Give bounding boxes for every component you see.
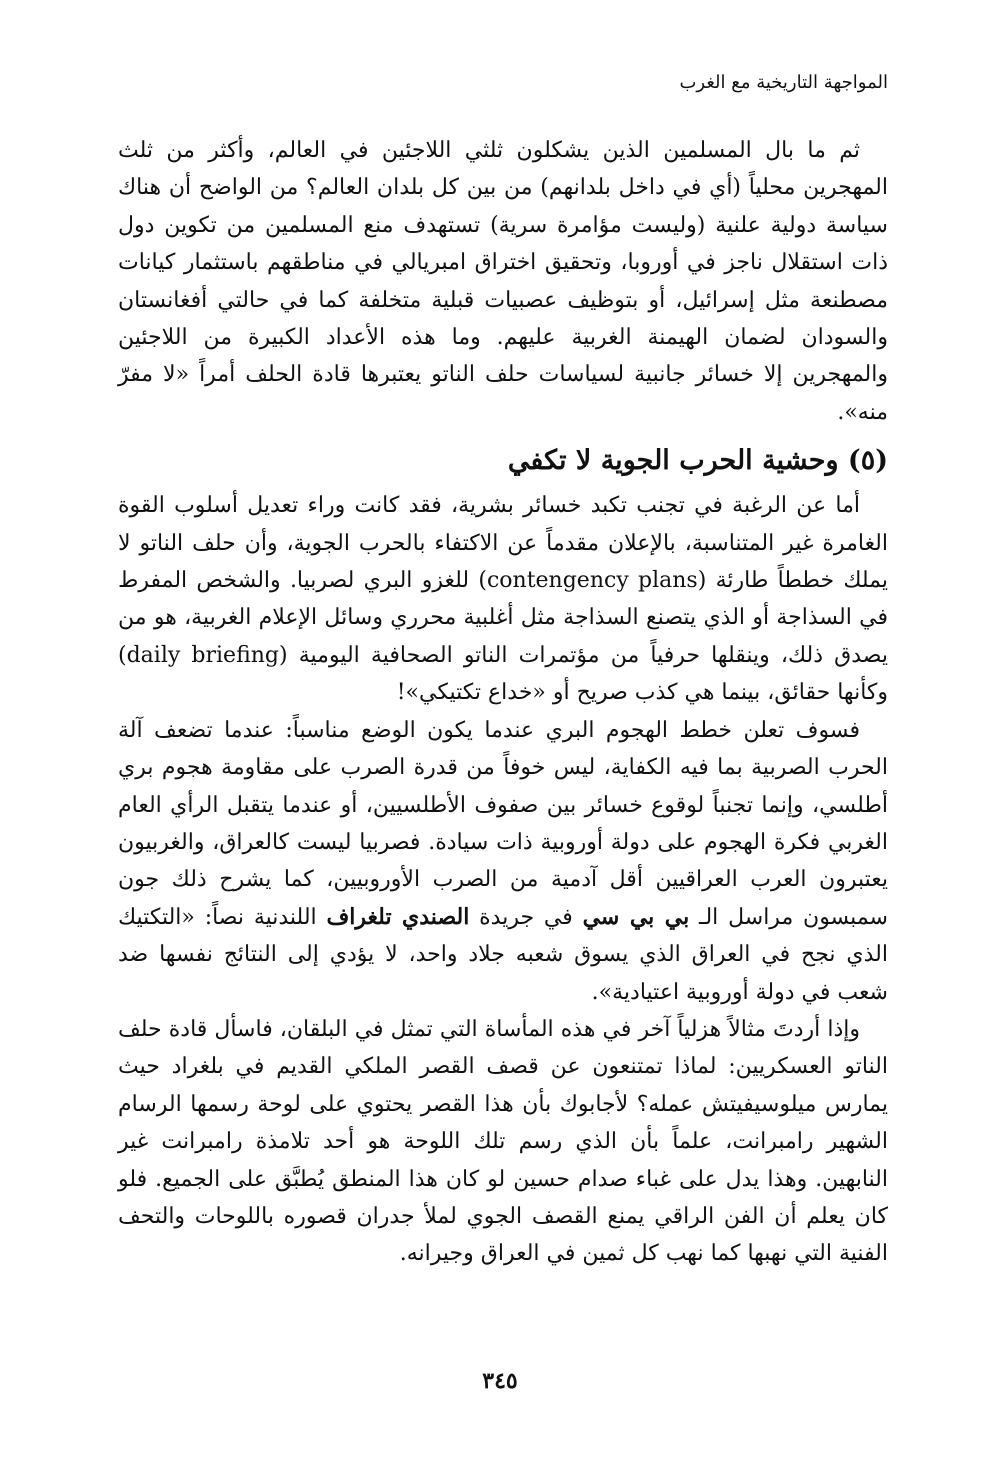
latin-term: (contengency plans) xyxy=(478,568,707,594)
latin-term: (daily briefing) xyxy=(118,642,288,668)
bold-term-bbc: بي بي سي xyxy=(582,903,690,930)
page-number: ٣٤٥ xyxy=(482,1368,518,1394)
paragraph-text: للغزو البري لصربيا. والشخص المفرط في السذاجة أو الذي يتصنع السذاجة مثل أغلبية محرري وسائل الإعلام الغربية، هو من يصدق ذلك، وينقلها حرفياً من مؤتمرات الناتو الصحافية اليومية xyxy=(118,568,888,668)
section-heading: (٥) وحشية الحرب الجوية لا تكفي xyxy=(507,445,888,477)
bold-term-newspaper: الصندي تلغراف xyxy=(326,903,470,930)
paragraph-text: وكأنها حقائق، بينما هي كذب صريح أو «خداع تكتيكي»! xyxy=(396,680,888,706)
book-page xyxy=(118,70,888,1273)
paragraph-rembrandt: وإذا أردتَ مثالاً هزلياً آخر في هذه المأساة التي تمثل في البلقان، فاسأل قادة حلف الناتو العسكريين: لماذا تمتنعون عن قصف القصر الملكي القديم في بلغراد حيث يمارس ميلوسيفيتش عمله؟ لأجابوك بأن هذا القصر يحتوي على لوحة رسمها الرسام الشهير رامبرانت، علماً بأن الذي رسم تلك اللوحة هو أحد تلامذة رامبرانت غير النابهين. وهذا يدل على غباء صدام حسين لو كان هذا المنطق يُطبَّق على الجميع. فلو كان يعلم أن الفن الراقي يمنع القصف الجوي لملأ جدران قصوره باللوحات والتحف الفنية التي نهبها كما نهب كل ثمين في العراق وجيرانه. xyxy=(118,1016,888,1267)
paragraph-text: اللندنية نصاً: «التكتيك الذي نجح في العراق الذي يسوق شعبه جلاد واحد، لا يؤدي إلى النتائج نفسها ضد شعب في دولة أوروبية اعتيادية». xyxy=(118,904,888,1005)
running-header: المواجهة التاريخية مع الغرب xyxy=(679,72,888,93)
paragraph-text: في جريدة xyxy=(479,904,573,930)
paragraph-text: فسوف تعلن خطط الهجوم البري عندما يكون الوضع مناسباً: عندما تضعف آلة الحرب الصربية بما فيه الكفاية، ليس خوفاً من قدرة الصرب على مقاومة هجوم بري أطلسي، وإنما تجنباً لوقوع خسائر بين صفوف الأطلسيين، أو عندما يتقبل الرأي العام الغربي فكرة الهجوم على دولة أوروبية ذات سيادة. فصربيا ليست كالعراق، والغربيون يعتبرون العرب العراقيين أقل آدمية من الصرب الأوروبيين، كما يشرح ذلك جون سمبسون مراسل الـ xyxy=(118,717,888,930)
paragraph-text: أما عن الرغبة في تجنب تكبد خسائر بشرية، فقد كانت وراء تعديل أسلوب القوة الغامرة غير المتناسبة، بالإعلان مقدماً عن الاكتفاء بالحرب الجوية، وأن حلف الناتو لا يملك خططاً طارئة xyxy=(118,493,888,594)
paragraph-land-attack xyxy=(118,712,888,1011)
paragraph-refugees: ثم ما بال المسلمين الذين يشكلون ثلثي اللاجئين في العالم، وأكثر من ثلث المهجرين محلياً (أي في داخل بلدانهم) من بين كل بلدان العالم؟ من الواضح أن هناك سياسة دولية علنية (وليست مؤامرة سرية) تستهدف منع المسلمين من تكوين دول ذات استقلال ناجز في أوروبا، وتحقيق اختراق امبريالي في مناطقهم باستثمار كيانات مصطنعة مثل إسرائيل، أو بتوظيف عصبيات قبلية متخلفة كما في حالتي أفغانستان والسودان لضمان الهيمنة الغربية عليهم. وما هذه الأعداد الكبيرة من اللاجئين والمهجرين إلا خسائر جانبية لسياسات حلف الناتو يعتبرها قادة الحلف أمراً «لا مفرّ منه». xyxy=(118,138,888,425)
paragraph-ground-invasion xyxy=(118,487,888,711)
